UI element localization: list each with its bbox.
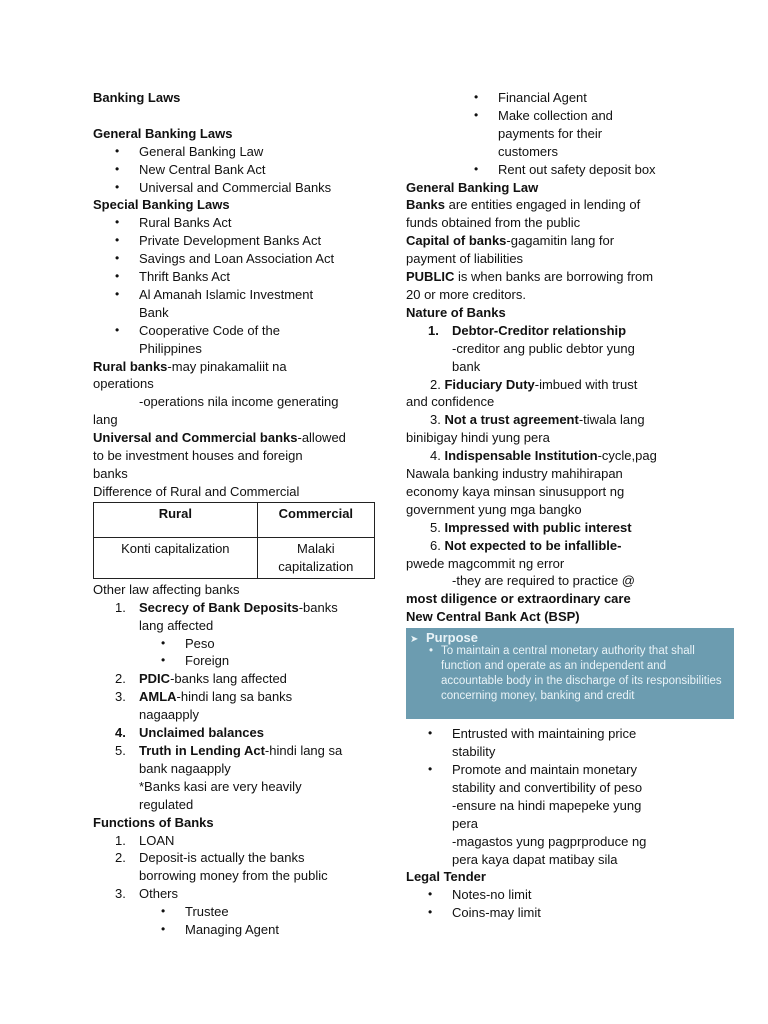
sub-list-item: • Financial Agent (406, 89, 736, 107)
legal-tender-heading: Legal Tender (406, 869, 486, 885)
item-text: -imbued with trust (534, 376, 638, 392)
table-header-rural: Rural (94, 502, 258, 537)
list-item: • Universal and Commercial Banks (93, 179, 378, 197)
general-banking-law-heading: General Banking Law (406, 179, 539, 195)
sub-list-item: • Rent out safety deposit box (406, 161, 736, 179)
item-text: -hindi lang sa banks (176, 689, 293, 705)
list-item: • General Banking Law (93, 143, 378, 161)
sub-list-continuation: payments for their (498, 125, 603, 141)
list-item: • Rural Banks Act (93, 214, 378, 232)
rural-banks-text: -may pinakamaliit na (167, 358, 287, 374)
item-continuation: pwede magcommit ng error (406, 555, 565, 571)
item-text: Deposit-is actually the banks (139, 850, 305, 866)
item-number: 4. (430, 448, 441, 464)
item-term: Impressed with public interest (444, 519, 632, 535)
item-note: *Banks kasi are very heavily (139, 778, 302, 794)
table-cell-commercial (257, 537, 374, 578)
item-term: Not expected to be infallible (444, 537, 618, 553)
item-continuation: lang affected (139, 617, 214, 633)
page-title: Banking Laws (93, 90, 181, 105)
item-number: 3. (430, 412, 441, 428)
rural-banks-term: Rural banks (93, 358, 168, 374)
new-central-bank-act-heading: New Central Bank Act (BSP) (406, 609, 580, 625)
item-text: - (617, 537, 622, 553)
item-text: LOAN (139, 832, 175, 848)
definition-line (406, 196, 736, 214)
numbered-item (406, 447, 736, 465)
numbered-item (406, 519, 736, 537)
item-number: 1. (428, 322, 439, 338)
numbered-item (93, 724, 378, 742)
item-term: PDIC (139, 671, 171, 687)
item-term: Not a trust agreement (444, 412, 579, 428)
list-item: • Private Development Banks Act (93, 232, 378, 250)
sub-list-item: • Foreign (93, 652, 378, 670)
rural-banks-text: -operations nila income generating (139, 394, 339, 410)
functions-heading: Functions of Banks (93, 814, 214, 830)
universal-commercial-banks-line (93, 429, 378, 447)
item-number: 5. (430, 519, 441, 535)
item-term: Debtor-Creditor relationship (452, 322, 627, 338)
list-item: • Coins-may limit (406, 904, 736, 922)
item-continuation: binibigay hindi yung pera (406, 430, 550, 446)
item-continuation: Nawala banking industry mahihirapan (406, 466, 623, 482)
item-number: 3. (115, 886, 126, 902)
item-text: -banks (298, 599, 338, 615)
item-term: Unclaimed balances (139, 725, 264, 741)
numbered-item (93, 599, 378, 617)
universal-commercial-banks-text: to be investment houses and foreign (93, 448, 303, 464)
item-note: regulated (139, 796, 194, 812)
numbered-item (406, 376, 736, 394)
rural-banks-text: operations (93, 376, 154, 392)
term: Capital of banks (406, 233, 507, 249)
item-term: Secrecy of Bank Deposits (139, 599, 299, 615)
purpose-title: Purpose (426, 630, 479, 646)
sub-list-item: • Trustee (93, 903, 378, 921)
definition-text: funds obtained from the public (406, 215, 581, 231)
rural-commercial-table (93, 502, 375, 579)
other-law-heading: Other law affecting banks (93, 581, 240, 597)
numbered-item (406, 411, 736, 429)
list-item-continuation: stability (452, 744, 496, 760)
item-term: AMLA (139, 689, 177, 705)
item-continuation: and confidence (406, 394, 495, 410)
numbered-item (93, 670, 378, 688)
definition-text: are entities engaged in lending of (445, 197, 641, 213)
numbered-item (406, 322, 736, 340)
item-term: Truth in Lending Act (139, 742, 265, 758)
definition-line (406, 232, 736, 250)
arrow-bullet-icon: ➤ (410, 634, 419, 646)
list-item: • Entrusted with maintaining price (406, 725, 736, 743)
special-banking-laws-heading: Special Banking Laws (93, 197, 230, 213)
universal-commercial-banks-term: Universal and Commercial banks (93, 430, 298, 446)
table-cell-line: capitalization (278, 558, 354, 574)
item-continuation: most diligence or extraordinary care (406, 591, 631, 607)
item-continuation: nagaapply (139, 707, 199, 723)
list-item-continuation: stability and convertibility of peso (452, 779, 643, 795)
term: Banks (406, 197, 446, 213)
item-number: 2. (430, 376, 441, 392)
item-text: -hindi lang sa (264, 742, 343, 758)
item-term: Fiduciary Duty (444, 376, 535, 392)
list-item: • Al Amanah Islamic Investment (93, 286, 378, 304)
item-number: 3. (115, 689, 126, 705)
sub-list-item: • Managing Agent (93, 921, 378, 939)
list-item-continuation: Bank (139, 304, 169, 320)
list-item-continuation: pera kaya dapat matibay sila (452, 851, 618, 867)
item-number: 4. (115, 725, 126, 741)
item-text: -banks lang affected (170, 671, 287, 687)
item-number: 2. (115, 671, 126, 687)
item-term: Indispensable Institution (444, 448, 598, 464)
universal-commercial-banks-text: banks (93, 466, 128, 482)
item-number: 2. (115, 850, 126, 866)
definition-text: payment of liabilities (406, 251, 524, 267)
universal-commercial-banks-text: -allowed (297, 430, 346, 446)
numbered-item (93, 688, 378, 706)
list-item-continuation: Philippines (139, 340, 202, 356)
list-item-continuation: -ensure na hindi mapepeke yung (452, 797, 642, 813)
numbered-item (93, 832, 378, 850)
difference-heading: Difference of Rural and Commercial (93, 483, 300, 499)
item-continuation: bank nagaapply (139, 760, 231, 776)
rural-banks-text: lang (93, 412, 118, 428)
definition-text: -gagamitin lang for (506, 233, 615, 249)
rural-banks-line (93, 358, 378, 376)
purpose-text: • To maintain a central monetary authority that shall function and operate as an independent and accountable body in the discharge of its responsibilities concerning money, banking and credit (441, 644, 731, 704)
list-item: • Cooperative Code of the (93, 322, 378, 340)
list-item: • Savings and Loan Association Act (93, 250, 378, 268)
list-item: • Promote and maintain monetary (406, 761, 736, 779)
table-cell-rural: Konti capitalization (94, 537, 258, 578)
item-continuation: economy kaya minsan sinusupport ng (406, 483, 625, 499)
item-number: 6. (430, 537, 441, 553)
sub-list-item: • Make collection and (406, 107, 736, 125)
definition-line (406, 268, 736, 286)
sub-list-item: • Peso (93, 635, 378, 653)
item-number: 1. (115, 832, 126, 848)
right-column (406, 89, 736, 922)
sub-list-continuation: customers (498, 143, 558, 159)
list-item: • New Central Bank Act (93, 161, 378, 179)
item-continuation: bank (452, 358, 481, 374)
numbered-item (406, 537, 736, 555)
definition-text: 20 or more creditors. (406, 286, 526, 302)
numbered-item (93, 885, 378, 903)
table-header-commercial: Commercial (257, 502, 374, 537)
item-text: Others (139, 886, 179, 902)
list-item: • Notes-no limit (406, 886, 736, 904)
numbered-item (93, 849, 378, 867)
item-continuation: -creditor ang public debtor yung (452, 340, 635, 356)
left-column (93, 89, 378, 939)
item-number: 1. (115, 599, 126, 615)
list-item-continuation: pera (452, 815, 479, 831)
item-text: -tiwala lang (578, 412, 645, 428)
list-item: • Thrift Banks Act (93, 268, 378, 286)
spacer (93, 107, 378, 125)
definition-text: is when banks are borrowing from (454, 269, 654, 285)
term: PUBLIC (406, 269, 455, 285)
list-item-continuation: -magastos yung pagprproduce ng (452, 833, 647, 849)
table-cell-line: Malaki (297, 540, 335, 556)
numbered-item (93, 742, 378, 760)
item-number: 5. (115, 742, 126, 758)
general-banking-laws-heading: General Banking Laws (93, 125, 233, 141)
nature-heading: Nature of Banks (406, 304, 506, 320)
item-continuation: government yung mga bangko (406, 501, 582, 517)
item-continuation: borrowing money from the public (139, 868, 328, 884)
item-text: -cycle,pag (597, 448, 657, 464)
purpose-banner (406, 628, 734, 719)
item-continuation: -they are required to practice @ (452, 573, 636, 589)
